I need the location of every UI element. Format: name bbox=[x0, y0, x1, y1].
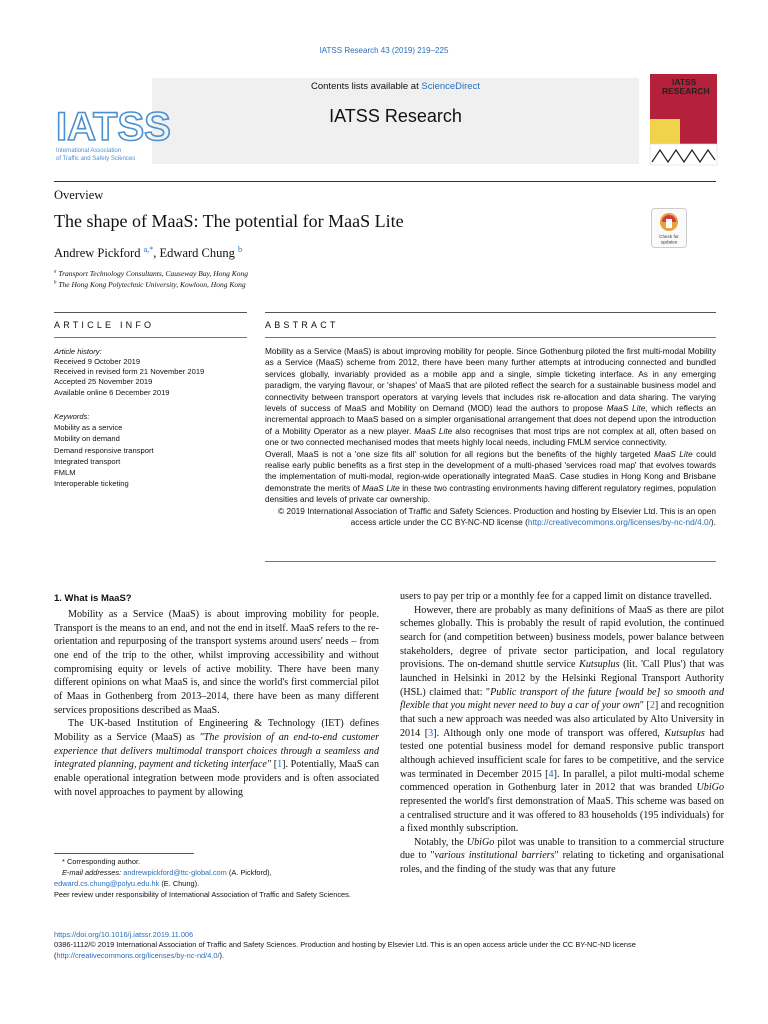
body-emphasis: UbiGo bbox=[696, 782, 724, 794]
abstract-text-run: Overall, MaaS is not a 'one size fits all' solution for all regions but the benefits of the highly targeted bbox=[265, 448, 655, 459]
affiliation-a-text: Transport Technology Consultants, Causeway Bay, Hong Kong bbox=[58, 269, 249, 278]
logo-subtitle-1: International Association bbox=[56, 148, 122, 154]
body-text-run: " [ bbox=[639, 700, 650, 712]
abstract-copyright bbox=[265, 506, 716, 529]
badge-bookmark-icon bbox=[666, 219, 672, 228]
corresponding-author-marker[interactable]: * bbox=[149, 245, 154, 254]
contents-prefix: Contents lists available at bbox=[311, 81, 422, 92]
body-text-run: However, there are probably as many definitions of MaaS as there are pilot schemes globally. This is probably the result of rapid evolution, the continued search for (and competition between) business models, power balance between stakeholders, degree of private sector participation, and local regulatory provisions. The on-demand shuttle service bbox=[400, 604, 724, 671]
keyword-item: Integrated transport bbox=[54, 457, 121, 466]
history-online: Available online 6 December 2019 bbox=[54, 388, 170, 397]
license-link[interactable]: http://creativecommons.org/licenses/by-nc-nd/4.0/ bbox=[527, 517, 711, 528]
abstract-rule-bottom bbox=[265, 561, 716, 562]
footnote-peer-review: Peer review under responsibility of International Association of Traffic and Safety Sciences. bbox=[54, 890, 351, 899]
abstract-rule-top bbox=[265, 312, 716, 313]
reference-link[interactable]: 3 bbox=[428, 727, 434, 739]
history-label: Article history: bbox=[54, 347, 102, 356]
badge-text-2: updates bbox=[660, 239, 678, 245]
journal-reference[interactable]: IATSS Research 43 (2019) 219–225 bbox=[319, 46, 449, 55]
cover-title-2: RESEARCH bbox=[662, 86, 710, 96]
body-paragraph bbox=[400, 836, 724, 877]
abstract-text-run: in these two contrasting environments having different regulatory regimes, population densities and levels of private car ownership. bbox=[265, 482, 716, 505]
footnote-marker: * bbox=[62, 857, 65, 866]
author-list bbox=[54, 245, 242, 261]
doi-link[interactable]: https://doi.org/10.1016/j.iatssr.2019.11.006 bbox=[54, 930, 194, 939]
article-title: The shape of MaaS: The potential for MaaS Lite bbox=[54, 211, 404, 231]
abstract-emphasis: MaaS Lite bbox=[606, 403, 646, 414]
article-info-heading: ARTICLE INFO bbox=[54, 320, 155, 330]
footnote-rule bbox=[54, 853, 194, 854]
abstract-paragraph-1 bbox=[265, 346, 716, 449]
reference-link[interactable]: 4 bbox=[548, 768, 554, 780]
issn-license-link[interactable]: http://creativecommons.org/licenses/by-nc-nd/4.0/ bbox=[56, 950, 220, 960]
abstract-emphasis: MaaS Lite bbox=[654, 448, 693, 459]
email-link-chung[interactable]: edward.cs.chung@polyu.edu.hk bbox=[54, 879, 160, 888]
abstract-text-run: Mobility as a Service (MaaS) is about improving mobility for people. Since Gothenburg piloted the first multi-modal Mobility as a Service (MaaS) scheme from 2012, there have been many further attempts at introducing connected and bundled services globally, invariably provided as a mobile app and a single, simple ticketing interface. As in any emerging paradigm, the varying flavour, or 'shapes' of MaaS that are piloted reflect the search for a sustainable business model and connectivity between transport operators at varying levels that includes risk re-allocation and data sharing. The varying levels of success of MaaS and Mobility on Demand (MOD) lead the authors to propose bbox=[265, 346, 716, 414]
body-emphasis: Kutsuplus bbox=[664, 727, 705, 739]
body-column-left bbox=[54, 608, 379, 799]
email-owner: (A. Pickford), bbox=[226, 868, 272, 877]
keyword-item: Mobility as a service bbox=[54, 423, 123, 432]
issn-paren: ( bbox=[54, 950, 57, 960]
abstract-text-run: , which reflects an incremental approach to MaaS based on a simpler organisational arrangement that does not depend upon the introduction of a Mobility Operator as a new player. bbox=[265, 403, 716, 436]
copyright-text: © 2019 International Association of Traffic and Safety Sciences. Production and hosting by Elsevier Ltd. This is an open access article under the CC BY-NC-ND license ( bbox=[278, 505, 716, 528]
affiliation-b bbox=[54, 280, 246, 289]
abstract-paragraph-2 bbox=[265, 449, 716, 506]
body-paragraph-continued: users to pay per trip or a monthly fee for a capped limit on distance travelled. bbox=[400, 591, 712, 602]
contents-line bbox=[152, 81, 639, 92]
affiliation-b-marker: b bbox=[54, 280, 57, 286]
email-owner: (E. Chung). bbox=[159, 879, 200, 888]
body-quote: Public transport of the future [would be] so smooth and flexible that you might never need to buy a car of your own bbox=[400, 686, 724, 712]
abstract-emphasis: MaaS Lite bbox=[362, 482, 400, 493]
abstract-heading: ABSTRACT bbox=[265, 320, 339, 330]
history-revised: Received in revised form 21 November 2019 bbox=[54, 367, 205, 376]
body-emphasis: Kutsuplus bbox=[579, 659, 620, 671]
email-link-pickford[interactable]: andrewpickford@ttc-global.com bbox=[123, 868, 227, 877]
affiliation-b-text: The Hong Kong Polytechnic University, Kowloon, Hong Kong bbox=[58, 280, 246, 289]
journal-cover[interactable] bbox=[650, 74, 717, 165]
body-column-right bbox=[400, 590, 724, 877]
keywords-label: Keywords: bbox=[54, 412, 90, 421]
body-text-run: represented the world's first demonstration of MaaS. This scheme was based on a centralised structure and it was offered to 83 households (195 individuals) for a fixed monthly subscription. bbox=[400, 795, 724, 835]
history-received: Received 9 October 2019 bbox=[54, 357, 141, 366]
article-info-rule bbox=[54, 312, 247, 313]
badge-text-1: Check for bbox=[659, 234, 679, 239]
body-text-run: The UK-based Institution of Engineering & Technology (IET) defines Mobility as a Service (MaaS) as bbox=[54, 718, 379, 743]
author-1-affiliation[interactable]: a, bbox=[143, 245, 150, 254]
body-text-run: ]. Potentially, MaaS can enable operational integration between mode providers and is often associated with novel approaches to payment by allowing bbox=[54, 759, 379, 798]
author-2-affiliation[interactable]: b bbox=[238, 245, 243, 254]
history-accepted: Accepted 25 November 2019 bbox=[54, 377, 153, 386]
body-text-run: " relating to ticketing and organisational roles, and the finding of the study was that any future bbox=[400, 850, 725, 876]
header-rule bbox=[54, 181, 716, 182]
reference-link[interactable]: 2 bbox=[649, 700, 655, 712]
body-text-run: (lit. 'Call Plus') that was launched in Helsinki in 2012 by the Helsinki Regional Transport Authority (HSL) claimed that: " bbox=[400, 659, 724, 698]
issn-copyright bbox=[54, 940, 734, 961]
article-type: Overview bbox=[54, 188, 104, 202]
body-text-run: ] and recognition that such a new approach was needed was also articulated by Alto University in 2014 [ bbox=[400, 700, 724, 739]
keyword-item: Interoperable ticketing bbox=[54, 479, 129, 488]
check-for-updates-badge[interactable] bbox=[651, 208, 687, 248]
logo-letters: IATSS bbox=[56, 105, 171, 149]
body-text-run: ]. In parallel, a pilot multi-modal scheme commenced operation in Gothenburg later in 2012 that was branded bbox=[400, 768, 725, 794]
issn-text: 0386-1112/© 2019 International Association of Traffic and Safety Sciences. Production and hosting by Elsevier Ltd. This is an open access article under the CC BY-NC-ND license bbox=[54, 940, 636, 949]
body-quote: "The provision of an end-to-end customer experience that delivers multimodal transport choices through a seamless and integrated planning, payment and ticketing interface" bbox=[54, 731, 379, 771]
abstract-text-run: also recognises that most trips are not complex at all, often based on one or two connected mechanised modes that meets highly local needs, including FMLM service connectivity. bbox=[265, 425, 716, 448]
abstract-emphasis: MaaS Lite bbox=[414, 425, 453, 436]
abstract-text-run: could realise early public benefits as a first step in the development of a multi-phased 'services road map' that evolves towards the implementation of multi-modal, region-wide operationally integrated MaaS. Case studies in Hong Kong and Brisbane demonstrate the merits of bbox=[265, 448, 717, 493]
logo-subtitle-2: of Traffic and Safety Sciences bbox=[56, 156, 136, 162]
section-1-title: 1. What is MaaS? bbox=[54, 593, 132, 604]
footnote-emails-2 bbox=[54, 878, 199, 889]
footnote-text: Corresponding author. bbox=[66, 857, 141, 866]
body-paragraph bbox=[54, 717, 379, 799]
body-paragraph bbox=[400, 604, 724, 836]
body-quote: various institutional barriers bbox=[434, 850, 555, 862]
body-paragraph: Mobility as a Service (MaaS) is about improving mobility for people. Transport is the means to an end, and not the end in itself. MaaS refers to the re-orientation and repurposing of the transport systems around users' needs – from one end of the trip to the other, whilst improving accessibility and without compromising equity or levels of active mobility. There have been many different opinions on what MaaS is, and since the world's first commercial pilot of Maas in Gothenberg from 2013–2014, there have been as many different services propositions described as MaaS. bbox=[54, 609, 379, 716]
article-info-rule-2 bbox=[54, 337, 247, 338]
body-text-run: Notably, the bbox=[414, 836, 467, 848]
body-text-run: had tested one potential business model for demand responsive public transport although achieved insufficient scale for fares to be competitive, and the service was terminated in December 2015 [ bbox=[400, 727, 724, 780]
journal-name: IATSS Research bbox=[329, 106, 462, 126]
abstract-rule-2 bbox=[265, 337, 716, 338]
cover-title-1: IATSS bbox=[672, 77, 697, 87]
reference-link[interactable]: 1 bbox=[277, 759, 283, 771]
affiliation-a bbox=[54, 269, 248, 278]
author-1[interactable]: Andrew Pickford bbox=[54, 246, 144, 261]
keyword-item: Demand responsive transport bbox=[54, 446, 154, 455]
keyword-item: FMLM bbox=[54, 468, 76, 477]
issn-paren: ). bbox=[219, 950, 225, 960]
footnote-corresponding bbox=[62, 856, 140, 867]
body-text-run: [ bbox=[271, 759, 278, 771]
body-text-run: pilot was unable to transition to a commercial structure due to " bbox=[400, 836, 724, 862]
footnote-emails bbox=[62, 867, 272, 878]
sciencedirect-link[interactable]: ScienceDirect bbox=[421, 81, 480, 92]
affiliation-a-marker: a bbox=[54, 269, 57, 275]
body-emphasis: UbiGo bbox=[466, 836, 495, 848]
cover-yellow-block bbox=[650, 119, 680, 144]
iatss-logo[interactable] bbox=[54, 82, 171, 168]
author-separator[interactable]: , Edward Chung bbox=[153, 246, 238, 261]
body-text-run: ]. Although only one mode of transport was offered, bbox=[433, 727, 665, 739]
keyword-item: Mobility on demand bbox=[54, 434, 120, 443]
abstract-body bbox=[265, 346, 716, 529]
copyright-text-end: ). bbox=[710, 517, 716, 528]
email-label: E-mail addresses: bbox=[62, 868, 124, 877]
